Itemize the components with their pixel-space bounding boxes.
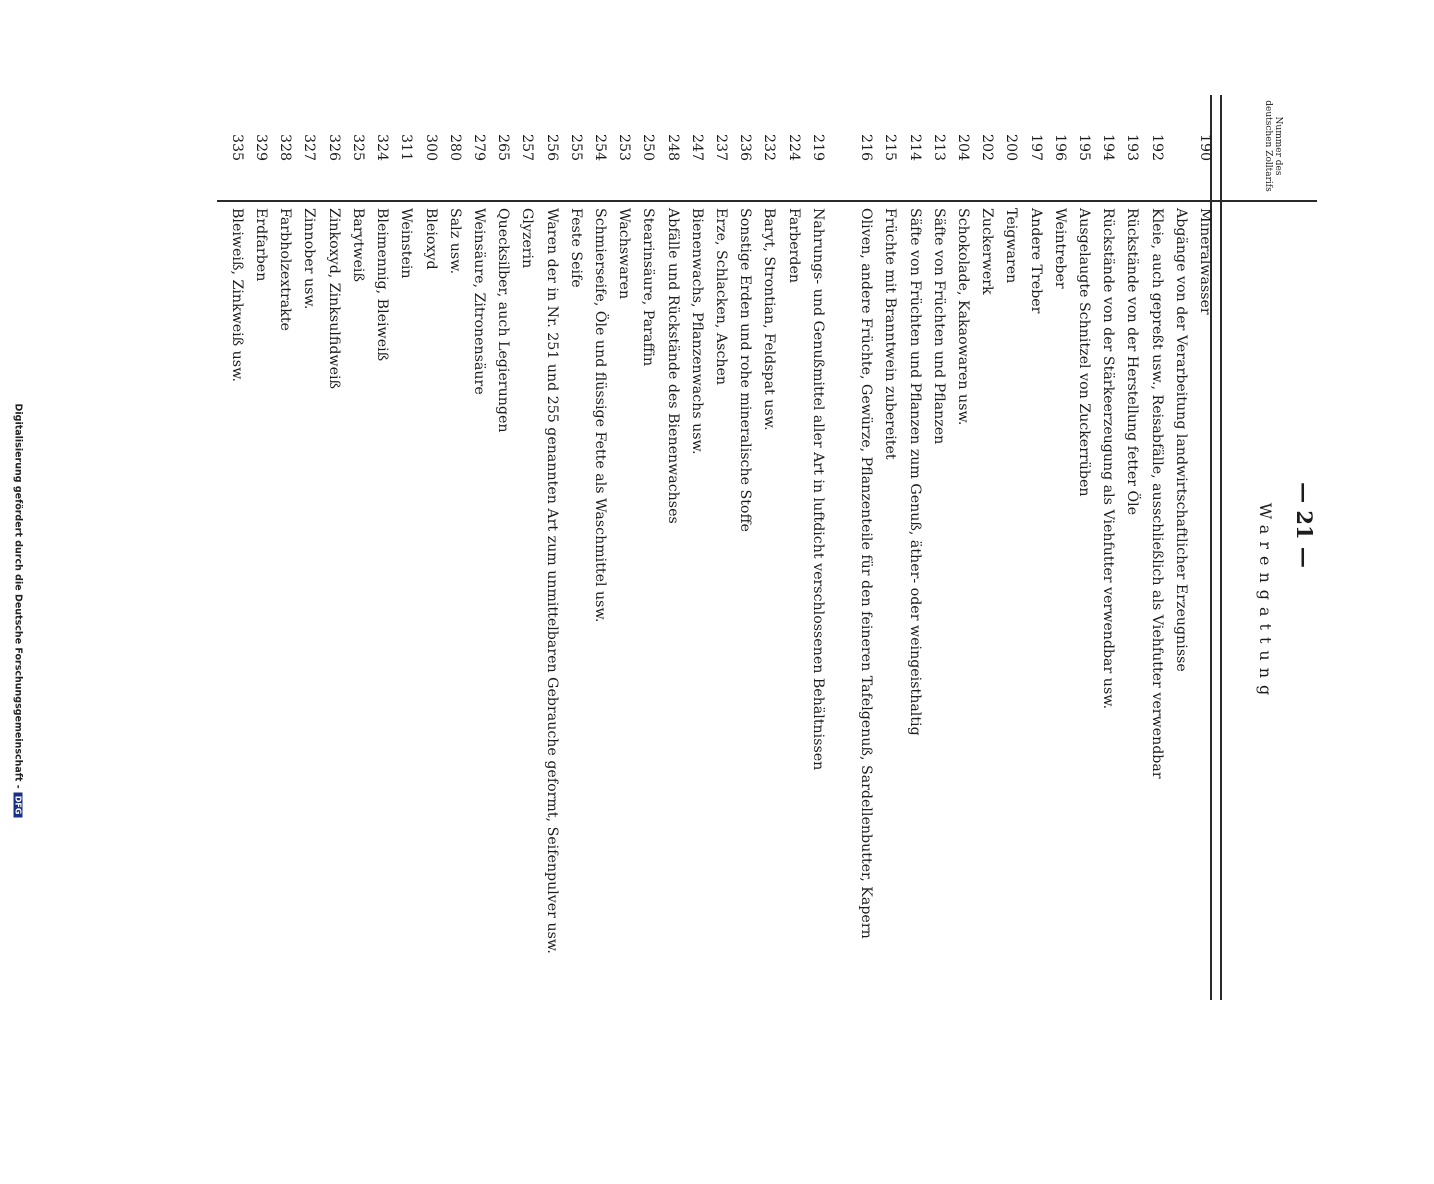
goods-name: Bienenwachs, Pflanzenwachs usw. bbox=[688, 208, 705, 455]
tariff-number: 280 bbox=[446, 133, 463, 162]
goods-name: Rückstände von der Herstellung fetter Öle bbox=[1124, 208, 1141, 516]
goods-name: Bleiweiß, Zinkweiß usw. bbox=[228, 208, 245, 383]
goods-name: Wachswaren bbox=[616, 208, 633, 300]
table-row bbox=[273, 95, 297, 1000]
goods-name: Sonstige Erden und rohe mineralische Stoffe bbox=[737, 208, 754, 532]
table-row bbox=[467, 95, 491, 1000]
goods-name: Salz usw. bbox=[446, 208, 463, 275]
header-rule bbox=[1220, 95, 1222, 1000]
row-spacer bbox=[830, 95, 854, 1000]
goods-name: Bleioxyd bbox=[422, 208, 439, 270]
digitization-credit bbox=[13, 404, 24, 1184]
goods-name: Mineralwasser bbox=[1197, 208, 1213, 315]
goods-name: Kleie, auch gepreßt usw., Reisabfälle, ausschließlich als Viehfutter verwendbar bbox=[1148, 208, 1165, 779]
tariff-number: 250 bbox=[640, 133, 657, 162]
table-row bbox=[806, 95, 830, 1000]
dfg-logo: DFG bbox=[14, 793, 23, 818]
tariff-number: 328 bbox=[277, 133, 294, 162]
table-row bbox=[781, 95, 805, 1000]
tariff-number: 329 bbox=[253, 133, 270, 162]
tariff-number: 253 bbox=[616, 133, 633, 162]
tariff-number: 216 bbox=[858, 133, 875, 162]
goods-name: Farberden bbox=[785, 208, 802, 283]
goods-name: Ausgelaugte Schnitzel von Zuckerrüben bbox=[1075, 208, 1092, 497]
tariff-number: 219 bbox=[809, 133, 826, 162]
goods-name: Zinkoxyd, Zinksulfidweiß bbox=[325, 208, 342, 389]
goods-name: Stearinsäure, Paraffin bbox=[640, 208, 657, 367]
table-row bbox=[564, 95, 588, 1000]
goods-name: Weintreber bbox=[1051, 208, 1068, 289]
tariff-number: 300 bbox=[422, 133, 439, 162]
tariff-number: 257 bbox=[519, 133, 536, 162]
tariff-number: 232 bbox=[761, 133, 778, 162]
tariff-number: 327 bbox=[301, 133, 318, 162]
tariff-number: 213 bbox=[930, 133, 947, 162]
tariff-number: 311 bbox=[398, 133, 415, 162]
tariff-number: 202 bbox=[979, 133, 996, 162]
tariff-number: 224 bbox=[785, 133, 802, 162]
goods-name: Früchte mit Branntwein zubereitet bbox=[882, 208, 899, 460]
table-row bbox=[588, 95, 612, 1000]
tariff-number: 254 bbox=[591, 133, 608, 162]
table-row bbox=[297, 95, 321, 1000]
goods-name: Bleimennig, Bleiweiß bbox=[374, 208, 391, 362]
tariff-number: 214 bbox=[906, 133, 923, 162]
table-row bbox=[733, 95, 757, 1000]
table-row bbox=[491, 95, 515, 1000]
goods-name: Nahrungs- und Genußmittel aller Art in luftdicht verschlossenen Behältnissen bbox=[809, 208, 826, 771]
goods-column-header: Warengattung bbox=[1256, 502, 1275, 703]
goods-name: Feste Seife bbox=[567, 208, 584, 288]
tariff-number: 204 bbox=[954, 133, 971, 162]
table-row bbox=[902, 95, 926, 1000]
tariff-number: 195 bbox=[1075, 133, 1092, 162]
tariff-number: 248 bbox=[664, 133, 681, 162]
tariff-number: 237 bbox=[712, 133, 729, 162]
tariff-number: 325 bbox=[349, 133, 366, 162]
goods-name: Glyzerin bbox=[519, 208, 536, 269]
tariff-table bbox=[225, 95, 1217, 1000]
tariff-number: 193 bbox=[1124, 133, 1141, 162]
tariff-number: 335 bbox=[228, 133, 245, 162]
table-row bbox=[975, 95, 999, 1000]
table-row bbox=[322, 95, 346, 1000]
tariff-number: 197 bbox=[1027, 133, 1044, 162]
tariff-number: 279 bbox=[470, 133, 487, 162]
goods-name: Weinsäure, Zitronensäure bbox=[470, 208, 487, 395]
table-row bbox=[539, 95, 563, 1000]
document-page bbox=[147, 95, 1317, 1000]
table-row bbox=[757, 95, 781, 1000]
tariff-number: 247 bbox=[688, 133, 705, 162]
table-row bbox=[1144, 95, 1168, 1000]
table-row bbox=[709, 95, 733, 1000]
tariff-number: 215 bbox=[882, 133, 899, 162]
table-row bbox=[225, 95, 249, 1000]
goods-name: Andere Treber bbox=[1027, 208, 1044, 314]
table-row bbox=[1048, 95, 1072, 1000]
table-row bbox=[660, 95, 684, 1000]
table-row bbox=[370, 95, 394, 1000]
goods-name: Säfte von Früchten und Pflanzen zum Genuß, äther- oder weingeisthaltig bbox=[906, 208, 923, 736]
tariff-number: 190 bbox=[1197, 133, 1213, 162]
table-row bbox=[443, 95, 467, 1000]
table-row bbox=[394, 95, 418, 1000]
table-row bbox=[1096, 95, 1120, 1000]
tariff-number: 256 bbox=[543, 133, 560, 162]
goods-name: Abgänge von der Verarbeitung landwirtschaftlicher Erzeugnisse bbox=[1172, 208, 1189, 672]
table-row bbox=[854, 95, 878, 1000]
goods-name: Schmierseife, Öle und flüssige Fette als Waschmittel usw. bbox=[591, 208, 608, 623]
table-row bbox=[1169, 95, 1193, 1000]
goods-name: Weinstein bbox=[398, 208, 415, 279]
tariff-number: 192 bbox=[1148, 133, 1165, 162]
table-row bbox=[515, 95, 539, 1000]
goods-name: Schokolade, Kakaowaren usw. bbox=[954, 208, 971, 426]
goods-name: Waren der in Nr. 251 und 255 genannten Art zum unmittelbaren Gebrauche geformt, Seifenpulver usw. bbox=[543, 208, 560, 954]
goods-name: Erdfarben bbox=[253, 208, 270, 282]
number-column-header: Nummer des deutschen Zolltarifs bbox=[1263, 100, 1283, 192]
goods-name: Abfälle und Rückstände des Bienenwachses bbox=[664, 208, 681, 524]
goods-name: Teigwaren bbox=[1003, 208, 1020, 284]
table-row bbox=[1120, 95, 1144, 1000]
table-row bbox=[1193, 95, 1217, 1000]
table-row bbox=[685, 95, 709, 1000]
tariff-number: 236 bbox=[737, 133, 754, 162]
table-row bbox=[878, 95, 902, 1000]
table-row bbox=[1023, 95, 1047, 1000]
goods-name: Barytweiß bbox=[349, 208, 366, 282]
page-header bbox=[1227, 95, 1317, 1000]
table-row bbox=[346, 95, 370, 1000]
goods-name: Zuckerwerk bbox=[979, 208, 996, 295]
table-row bbox=[927, 95, 951, 1000]
page-number: — 21 — bbox=[1292, 482, 1317, 568]
table-row bbox=[636, 95, 660, 1000]
goods-name: Baryt, Strontian, Feldspat usw. bbox=[761, 208, 778, 431]
table-row bbox=[249, 95, 273, 1000]
tariff-number: 194 bbox=[1100, 133, 1117, 162]
goods-name: Erze, Schlacken, Aschen bbox=[712, 208, 729, 386]
tariff-number: 326 bbox=[325, 133, 342, 162]
goods-name: Quecksilber, auch Legierungen bbox=[495, 208, 512, 433]
goods-name: Säfte von Früchten und Pflanzen bbox=[930, 208, 947, 445]
table-row bbox=[1072, 95, 1096, 1000]
credit-text: Digitalisierung gefördert durch die Deutsche Forschungsgemeinschaft - bbox=[12, 403, 24, 789]
table-row bbox=[418, 95, 442, 1000]
table-row bbox=[951, 95, 975, 1000]
goods-name: Farbholzextrakte bbox=[277, 208, 294, 331]
tariff-number: 255 bbox=[567, 133, 584, 162]
goods-name: Rückstände von der Stärkeerzeugung als Viehfutter verwendbar usw. bbox=[1100, 208, 1117, 710]
table-row bbox=[999, 95, 1023, 1000]
tariff-number: 265 bbox=[495, 133, 512, 162]
table-row bbox=[612, 95, 636, 1000]
goods-name: Zinnober usw. bbox=[301, 208, 318, 310]
tariff-number: 196 bbox=[1051, 133, 1068, 162]
goods-name: Oliven, andere Früchte, Gewürze, Pflanzenteile für den feineren Tafelgenuß, Sardellenbutter, Kapern bbox=[858, 208, 875, 939]
tariff-number: 200 bbox=[1003, 133, 1020, 162]
tariff-number: 324 bbox=[374, 133, 391, 162]
